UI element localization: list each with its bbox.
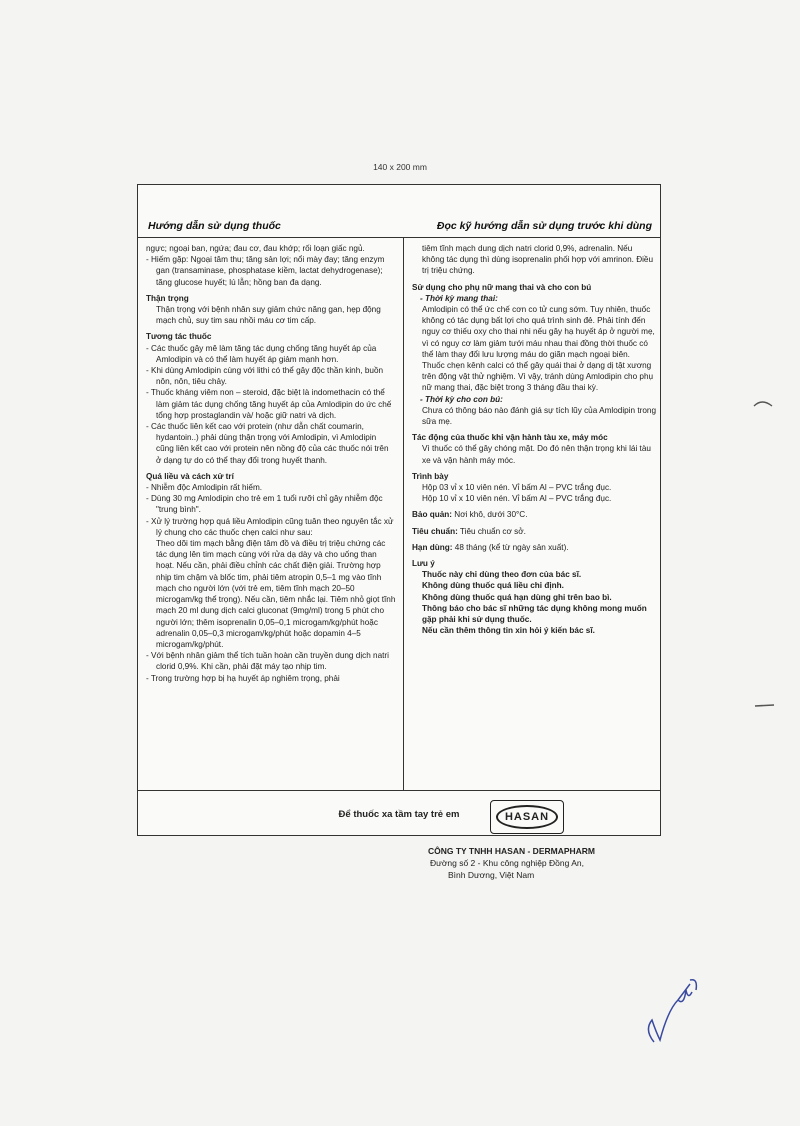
right-note-item: Thuốc này chỉ dùng theo đơn của bác sĩ. bbox=[422, 570, 582, 580]
margin-mark-icon bbox=[754, 700, 776, 710]
right-paragraph: Hộp 10 vỉ x 10 viên nén. Vỉ bấm Al – PVC trắng đục. bbox=[422, 494, 612, 504]
footer-warning: Để thuốc xa tầm tay trẻ em bbox=[338, 809, 460, 820]
left-bullet-item: - Khi dùng Amlodipin cùng với lithi có thể gây độc thần kinh, buồn nôn, nôn, tiêu chảy. bbox=[146, 365, 396, 387]
company-address-line-2: Bình Dương, Việt Nam bbox=[448, 870, 535, 880]
hasan-logo: HASAN bbox=[496, 805, 558, 829]
right-field bbox=[412, 509, 656, 520]
right-subheading: - Thời kỳ cho con bú: bbox=[412, 394, 656, 405]
right-subheading: - Thời kỳ mang thai: bbox=[412, 293, 656, 304]
left-paragraph: ngực; ngoại ban, ngứa; đau cơ, đau khớp; rối loạn giấc ngủ. bbox=[146, 244, 365, 253]
field-label: Tiêu chuẩn: bbox=[412, 526, 458, 536]
column-divider bbox=[403, 237, 404, 791]
left-bullet-item: - Hiếm gặp: Ngoại tâm thu; tăng sản lợi; nổi mày đay; tăng enzym gan (transaminase, phosphatase kiềm, lactat dehydrogenase); tăng glucose huyết; lú lẫn; hồng ban đa dạng. bbox=[146, 254, 396, 288]
right-paragraph: Hộp 03 vỉ x 10 viên nén. Vỉ bấm Al – PVC trắng đục. bbox=[422, 483, 612, 493]
header-right-title: Đọc kỹ hướng dẫn sử dụng trước khi dùng bbox=[436, 220, 652, 232]
company-name: CÔNG TY TNHH HASAN - DERMAPHARM bbox=[428, 846, 596, 856]
left-bullet-item: - Nhiễm độc Amlodipin rất hiếm. bbox=[146, 482, 396, 493]
right-paragraph: tiêm tĩnh mạch dung dịch natri clorid 0,9%, adrenalin. Nếu không tác dụng thì dùng isoprenalin phối hợp với amrinon. Điều trị triệu chứng. bbox=[422, 244, 654, 276]
signature-icon bbox=[640, 970, 710, 1050]
right-note-item: Nếu cần thêm thông tin xin hỏi ý kiến bác sĩ. bbox=[422, 626, 595, 636]
field-label: Hạn dùng: bbox=[412, 542, 453, 552]
right-section-heading: Tác động của thuốc khi vận hành tàu xe, máy móc bbox=[412, 433, 608, 443]
header-divider bbox=[138, 237, 660, 238]
right-paragraph: Chưa có thông báo nào đánh giá sự tích lũy của Amlodipin trong sữa mẹ. bbox=[422, 405, 656, 427]
margin-mark-icon bbox=[752, 396, 774, 410]
right-section-heading: Trình bày bbox=[412, 471, 449, 481]
left-bullet-item: - Dùng 30 mg Amlodipin cho trẻ em 1 tuổi rưỡi chỉ gây nhiễm độc "trung bình". bbox=[146, 493, 396, 515]
field-value: Nơi khô, dưới 30°C. bbox=[452, 510, 528, 520]
company-block bbox=[428, 845, 668, 881]
page-dimension-note: 140 x 200 mm bbox=[373, 162, 427, 172]
left-column bbox=[146, 243, 396, 789]
field-label: Bảo quản: bbox=[412, 510, 453, 520]
left-bullet-item: - Trong trường hợp bị hạ huyết áp nghiêm trọng, phải bbox=[146, 673, 396, 684]
left-bullet-item: - Thuốc kháng viêm non – steroid, đặc biệt là indomethacin có thể làm giảm tác dụng chống tăng huyết áp của Amlodipin do ức chế tổng hợp prostaglandin và/ hoặc giữ natri và dịch. bbox=[146, 387, 396, 421]
right-paragraph: Vì thuốc có thể gây chóng mặt. Do đó nên thận trọng khi lái tàu xe và vận hành máy móc. bbox=[422, 444, 651, 465]
company-address-line-1: Đường số 2 - Khu công nghiệp Đồng An, bbox=[430, 858, 584, 868]
field-value: Tiêu chuẩn cơ sở. bbox=[457, 526, 526, 536]
left-bullet-item: - Với bệnh nhân giảm thể tích tuần hoàn cần truyền dung dịch natri clorid 0,9%. Khi cần, phải đặt máy tạo nhịp tim. bbox=[146, 650, 396, 672]
left-paragraph: Thận trọng với bệnh nhân suy giảm chức năng gan, hẹp động mạch chủ, suy tim sau nhồi máu cơ tim cấp. bbox=[156, 305, 381, 326]
header-left-title: Hướng dẫn sử dụng thuốc bbox=[148, 220, 281, 232]
left-section-heading: Quá liều và cách xử trí bbox=[146, 471, 234, 481]
right-column bbox=[412, 243, 656, 636]
right-note-item: Thông báo cho bác sĩ những tác dụng không mong muốn gặp phải khi sử dụng thuốc. bbox=[422, 603, 647, 625]
left-bullet-item: - Các thuốc liên kết cao với protein (như dẫn chất coumarin, hydantoin..) phải dùng thận trọng với Amlodipin, vì Amlodipin cũng liên kết cao với protein nên nồng độ của các thuốc nói trên ở dạng tự do có thể thay đổi trong huyết thanh. bbox=[146, 421, 396, 466]
right-field bbox=[412, 542, 656, 553]
left-section-heading: Thận trọng bbox=[146, 293, 189, 303]
field-value: 48 tháng (kể từ ngày sản xuất). bbox=[452, 542, 569, 552]
right-note-item: Không dùng thuốc quá hạn dùng ghi trên bao bì. bbox=[422, 592, 612, 602]
leaflet-panel bbox=[137, 184, 661, 880]
right-field bbox=[412, 526, 656, 537]
left-paragraph: Theo dõi tim mạch bằng điện tâm đồ và điều trị triệu chứng các tác dụng lên tim mạch cùng với rửa dạ dày và cho uống than hoạt. Nếu cần, phải điều chỉnh các chất điện giải. Trường hợp nhịp tim chậm và blốc tim, phải tiêm atropin 0,5–1 mg vào tĩnh mạch cho người lớn (với trẻ em, tiêm tĩnh mạch 20–50 microgam/kg thể trọng). Nếu cần, tiêm nhắc lại. Tiêm nhỏ giọt tĩnh mạch 20 ml dung dịch calci gluconat (9mg/ml) trong 5 phút cho người lớn; thêm isoprenalin 0,05–0,1 microgam/kg/phút hoặc adrenalin 0,05–0,3 microgam/kg/phút hoặc dopamin 4–5 microgam/kg/phút. bbox=[156, 539, 396, 649]
right-paragraph: Thuốc chẹn kênh calci có thể gây quái thai ở dạng dị tật xương trên động vật thử nghiệm. Vì vậy, tránh dùng Amlodipin cho phụ nữ mang thai, đặc biệt trong 3 tháng đầu thai kỳ. bbox=[422, 361, 654, 393]
left-bullet-item: - Các thuốc gây mê làm tăng tác dụng chống tăng huyết áp của Amlodipin và có thể làm huyết áp giảm mạnh hơn. bbox=[146, 343, 396, 365]
right-note-item: Không dùng thuốc quá liều chỉ định. bbox=[422, 581, 564, 591]
footer-divider bbox=[138, 790, 660, 791]
left-section-heading: Tương tác thuốc bbox=[146, 332, 212, 342]
right-section-heading: Lưu ý bbox=[412, 559, 435, 569]
left-bullet-item: - Xử lý trường hợp quá liều Amlodipin cũng tuân theo nguyên tắc xử lý chung cho các thuốc chẹn calci như sau: bbox=[146, 516, 396, 538]
right-section-heading: Sử dụng cho phụ nữ mang thai và cho con bú bbox=[412, 282, 592, 292]
right-paragraph: Amlodipin có thể ức chế cơn co tử cung sớm. Tuy nhiên, thuốc không có tác dụng bất lợi cho quá trình sinh đẻ. Phải tính đến nguy cơ thiếu oxy cho thai nhi nếu gây hạ huyết áp ở người mẹ, vì có nguy cơ làm giảm tưới máu nhau thai đồng thời thuốc có thể làm thay đổi lưu lượng máu do giãn mạch ngoại biên. bbox=[422, 305, 655, 359]
